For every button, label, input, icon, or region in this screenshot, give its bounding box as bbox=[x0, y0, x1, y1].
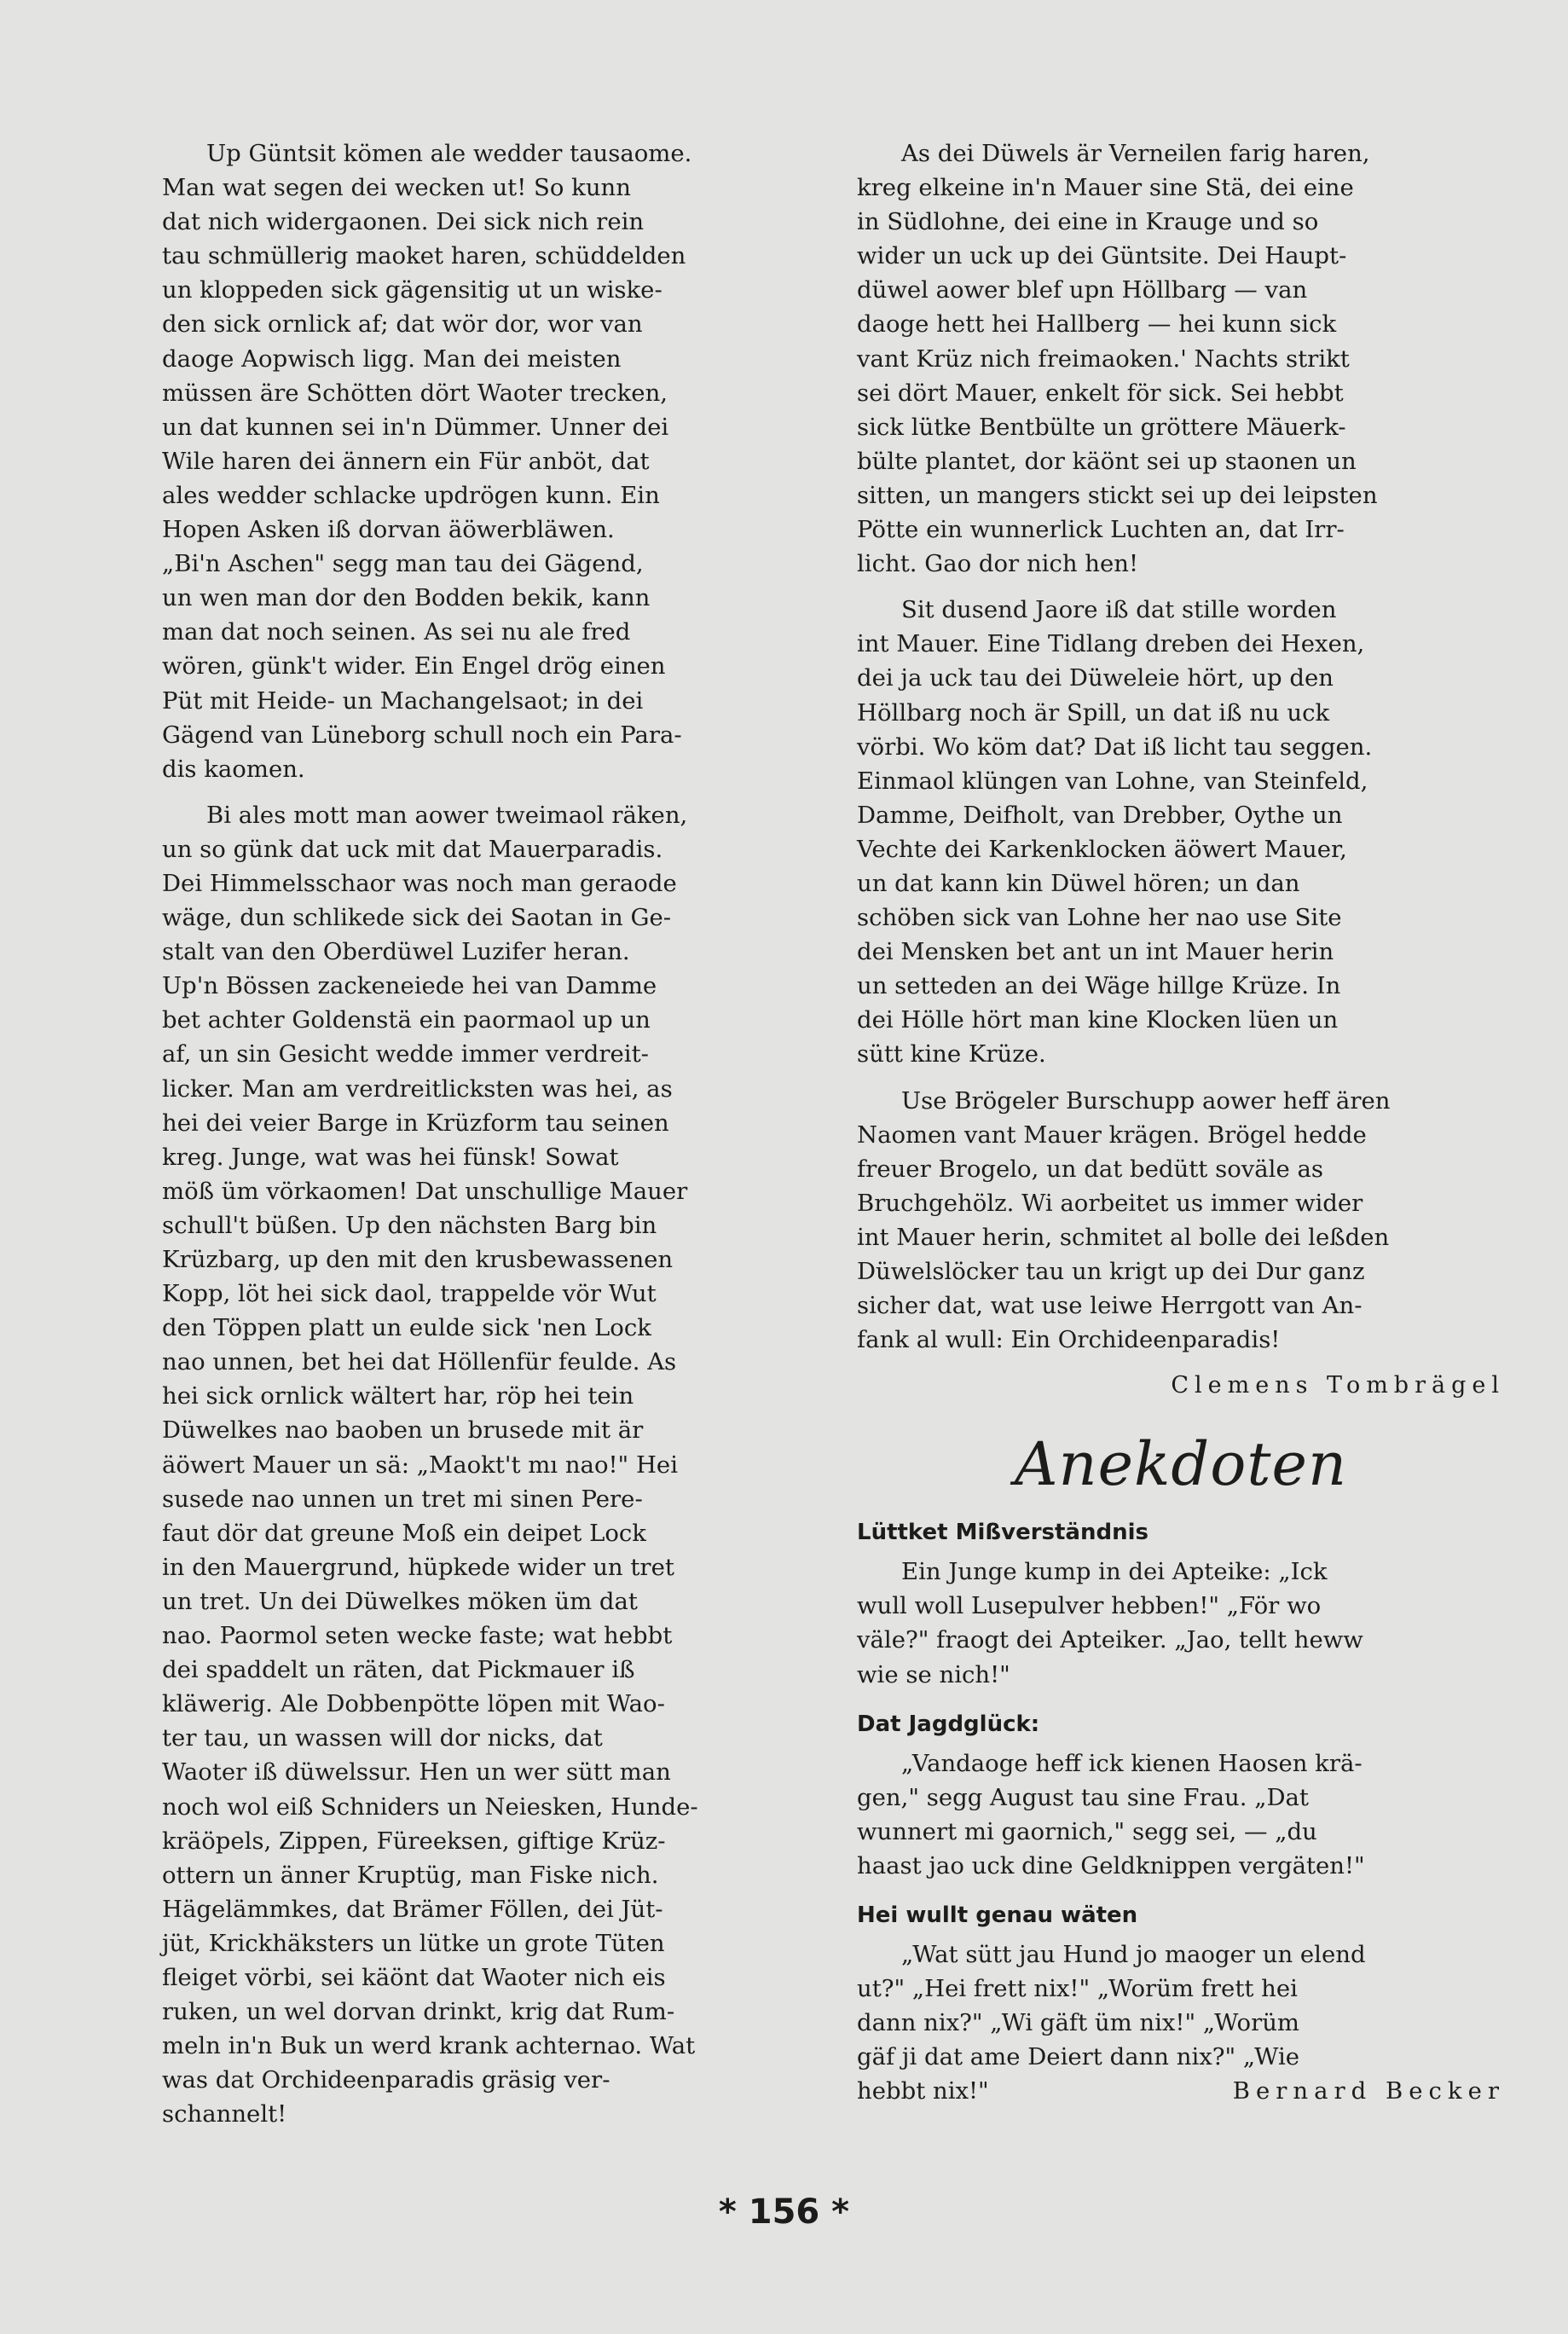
text-line: stalt van den Oberdüwel Luzifer heran. bbox=[162, 938, 630, 966]
text-line: wie se nich!" bbox=[857, 1660, 1010, 1688]
text-line: „Wat sütt jau Hund jo maoger un elend bbox=[901, 1941, 1366, 1969]
text-line: schöben sick van Lohne her nao use Site bbox=[857, 904, 1342, 932]
text-line: den Töppen platt un eulde sick 'nen Lock bbox=[162, 1314, 651, 1342]
anecdote-closing-line bbox=[857, 2074, 1505, 2108]
text-line: dei ja uck tau dei Düweleie hört, up den bbox=[857, 664, 1334, 692]
text-line: un wen man dor den Bodden bekik, kann bbox=[162, 584, 651, 612]
text-line: äöwert Mauer un sä: „Maokt't mı nao!" Hei bbox=[162, 1451, 678, 1479]
anecdote-title: Dat Jagdglück: bbox=[857, 1711, 1040, 1737]
anecdote-title: Hei wullt genau wäten bbox=[857, 1903, 1138, 1929]
text-line: Einmaol klüngen van Lohne, van Steinfeld, bbox=[857, 767, 1368, 795]
text-line: int Mauer herin, schmitet al bolle dei leßden bbox=[857, 1223, 1390, 1251]
text-line: un kloppeden sick gägensitig ut un wiske- bbox=[162, 276, 662, 304]
paragraph bbox=[162, 136, 810, 786]
text-line: ter tau, un wassen will dor nicks, dat bbox=[162, 1724, 603, 1752]
text-line: Dei Himmelsschaor was noch man geraode bbox=[162, 869, 677, 897]
text-line: dann nix?" „Wi gäft üm nix!" „Worüm bbox=[857, 2009, 1300, 2037]
text-line: wull woll Lusepulver hebben!" „För wo bbox=[857, 1592, 1322, 1620]
text-line: licht. Gao dor nich hen! bbox=[857, 550, 1139, 578]
text-line: Man wat segen dei wecken ut! So kunn bbox=[162, 174, 631, 202]
text-line: düwel aower blef upn Höllbarg — van bbox=[857, 276, 1308, 304]
anecdote-last-line: hebbt nix!" bbox=[857, 2077, 989, 2105]
text-line: dei spaddelt un räten, dat Pickmauer iß bbox=[162, 1656, 635, 1684]
text-line: Up Güntsit kömen ale wedder tausaome. bbox=[206, 140, 692, 167]
text-line: nao unnen, bet hei dat Höllenfür feulde. As bbox=[162, 1348, 677, 1376]
right-column bbox=[857, 136, 1505, 2109]
article-author: Clemens Tombrägel bbox=[1171, 1372, 1505, 1399]
text-line: ales wedder schlacke updrögen kunn. Ein bbox=[162, 481, 660, 509]
anecdote-author: Bernard Becker bbox=[1232, 2077, 1505, 2105]
text-line: ruken, un wel dorvan drinkt, krig dat Rum- bbox=[162, 1998, 675, 2026]
text-line: daoge hett hei Hallberg — hei kunn sick bbox=[857, 310, 1337, 339]
text-line: Waoter iß düwelssur. Hen un wer sütt man bbox=[162, 1758, 671, 1787]
text-line: vant Krüz nich freimaoken.' Nachts strikt bbox=[857, 345, 1350, 373]
text-line: sütt kine Krüze. bbox=[857, 1040, 1046, 1069]
text-line: Hopen Asken iß dorvan äöwerbläwen. bbox=[162, 516, 615, 544]
text-line: un dat kann kin Düwel hören; un dan bbox=[857, 869, 1300, 897]
text-line: Pötte ein wunnerlick Luchten an, dat Irr- bbox=[857, 516, 1345, 544]
text-line: Höllbarg noch är Spill, un dat iß nu uck bbox=[857, 698, 1330, 727]
text-line: freuer Brogelo, un dat bedütt soväle as bbox=[857, 1155, 1324, 1183]
text-line: fank al wull: Ein Orchideenparadis! bbox=[857, 1326, 1281, 1354]
text-line: hei dei veier Barge in Krüzform tau seinen bbox=[162, 1109, 669, 1137]
section-title: Anekdoten bbox=[1014, 1429, 1348, 1500]
text-line: un dat kunnen sei in'n Dümmer. Unner dei bbox=[162, 413, 669, 441]
text-line: was dat Orchideenparadis gräsig ver- bbox=[162, 2066, 610, 2094]
text-line: bet achter Goldenstä ein paormaol up un bbox=[162, 1006, 651, 1034]
text-line: kreg elkeine in'n Mauer sine Stä, dei eine bbox=[857, 174, 1354, 202]
text-line: sick lütke Bentbülte un gröttere Mäuerk- bbox=[857, 413, 1346, 441]
text-line: Wile haren dei ännern ein Für anböt, dat bbox=[162, 447, 650, 475]
text-line: meln in'n Buk un werd krank achternao. Wat bbox=[162, 2032, 696, 2060]
text-line: gen," segg August tau sine Frau. „Dat bbox=[857, 1783, 1309, 1811]
text-line: Damme, Deifholt, van Drebber, Oythe un bbox=[857, 801, 1343, 829]
text-line: Hägelämmkes, dat Brämer Föllen, dei Jüt- bbox=[162, 1895, 663, 1923]
text-line: As dei Düwels är Verneilen farig haren, bbox=[901, 140, 1370, 167]
text-line: in Südlohne, dei eine in Krauge und so bbox=[857, 208, 1319, 236]
text-line: faut dör dat greune Moß ein deipet Lock bbox=[162, 1519, 646, 1547]
text-line: licker. Man am verdreitlicksten was hei, as bbox=[162, 1074, 673, 1103]
text-line: Bi ales mott man aower tweimaol räken, bbox=[206, 801, 688, 829]
text-line: Use Brögeler Burschupp aower heff ären bbox=[901, 1086, 1391, 1115]
text-line: Püt mit Heide- un Machangelsaot; in dei bbox=[162, 686, 644, 715]
anecdote-title: Lüttket Mißverständnis bbox=[857, 1520, 1149, 1546]
left-column bbox=[162, 136, 810, 2131]
text-line: väle?" fraogt dei Apteiker. „Jao, tellt heww bbox=[857, 1626, 1363, 1654]
paragraph bbox=[857, 1084, 1505, 1358]
text-line: kläwerig. Ale Dobbenpötte löpen mit Wao- bbox=[162, 1690, 665, 1718]
text-line: Ein Junge kump in dei Apteike: „Ick bbox=[901, 1558, 1328, 1586]
text-line: den sick ornlick af; dat wör dor, wor van bbox=[162, 310, 643, 339]
text-line: müssen äre Schötten dört Waoter trecken, bbox=[162, 379, 668, 407]
text-line: un setteden an dei Wäge hillge Krüze. In bbox=[857, 972, 1341, 1000]
text-line: gäf ji dat ame Deiert dann nix?" „Wie bbox=[857, 2043, 1300, 2071]
text-line: susede nao unnen un tret mi sinen Pere- bbox=[162, 1485, 643, 1513]
text-line: Düwelkes nao baoben un brusede mit är bbox=[162, 1416, 644, 1445]
text-line: sicher dat, wat use leiwe Herrgott van An- bbox=[857, 1292, 1363, 1320]
anecdote-text bbox=[857, 1937, 1505, 2074]
text-line: möß üm vörkaomen! Dat unschullige Mauer bbox=[162, 1177, 688, 1205]
text-line: kreg. Junge, wat was hei fünsk! Sowat bbox=[162, 1143, 619, 1171]
text-line: fleiget vörbi, sei käönt dat Waoter nich eis bbox=[162, 1963, 666, 1991]
page-number: * 156 * bbox=[718, 2192, 850, 2232]
text-line: Vechte dei Karkenklocken äöwert Mauer, bbox=[857, 835, 1347, 863]
text-line: Krüzbarg, up den mit den krusbewassenen bbox=[162, 1246, 674, 1273]
text-line: af, un sin Gesicht wedde immer verdreit- bbox=[162, 1040, 649, 1069]
text-line: Up'n Bössen zackeneiede hei van Damme bbox=[162, 972, 657, 1000]
text-line: daoge Aopwisch ligg. Man dei meisten bbox=[162, 345, 622, 373]
text-line: wäge, dun schlikede sick dei Saotan in Ge- bbox=[162, 904, 672, 932]
text-line: Bruchgehölz. Wi aorbeitet us immer wider bbox=[857, 1189, 1363, 1217]
text-line: „Vandaoge heff ick kienen Haosen krä- bbox=[901, 1749, 1363, 1777]
paragraph bbox=[162, 798, 810, 2132]
text-line: Gägend van Lüneborg schull noch ein Para- bbox=[162, 721, 682, 749]
anecdote-text bbox=[857, 1555, 1505, 1691]
text-line: haast jao uck dine Geldknippen vergäten!" bbox=[857, 1851, 1365, 1879]
text-line: man dat noch seinen. As sei nu ale fred bbox=[162, 618, 631, 646]
text-line: dei Hölle hört man kine Klocken lüen un bbox=[857, 1006, 1339, 1034]
text-line: Düwelslöcker tau un krigt up dei Dur ganz bbox=[857, 1258, 1365, 1285]
text-line: Kopp, löt hei sick daol, trappelde vör Wut bbox=[162, 1280, 657, 1308]
text-line: Sit dusend Jaore iß dat stille worden bbox=[901, 596, 1337, 624]
text-line: dis kaomen. bbox=[162, 755, 305, 783]
text-line: schull't büßen. Up den nächsten Barg bin bbox=[162, 1211, 657, 1239]
text-line: un so günk dat uck mit dat Mauerparadis. bbox=[162, 835, 663, 863]
text-line: hei sick ornlick wältert har, röp hei tein bbox=[162, 1382, 634, 1410]
paragraph bbox=[857, 593, 1505, 1071]
text-line: dei Mensken bet ant un int Mauer herin bbox=[857, 938, 1334, 966]
text-line: nao. Paormol seten wecke faste; wat hebbt bbox=[162, 1622, 673, 1650]
text-line: jüt, Krickhäksters un lütke un grote Tüten bbox=[162, 1929, 665, 1957]
text-line: „Bi'n Aschen" segg man tau dei Gägend, bbox=[162, 550, 644, 578]
text-line: un tret. Un dei Düwelkes möken üm dat bbox=[162, 1587, 638, 1615]
text-line: Naomen vant Mauer krägen. Brögel hedde bbox=[857, 1121, 1367, 1149]
paragraph bbox=[857, 136, 1505, 581]
text-line: ottern un änner Kruptüg, man Fiske nich. bbox=[162, 1861, 659, 1889]
text-line: schannelt! bbox=[162, 2100, 287, 2128]
text-line: int Mauer. Eine Tidlang dreben dei Hexen, bbox=[857, 630, 1365, 658]
text-line: noch wol eiß Schniders un Neiesken, Hunde- bbox=[162, 1792, 698, 1821]
text-line: in den Mauergrund, hüpkede wider un tret bbox=[162, 1553, 674, 1581]
text-line: wider un uck up dei Güntsite. Dei Haupt- bbox=[857, 242, 1347, 270]
text-line: vörbi. Wo köm dat? Dat iß licht tau seggen. bbox=[857, 733, 1373, 761]
text-line: ut?" „Hei frett nix!" „Worüm frett hei bbox=[857, 1975, 1298, 2003]
text-line: sei dört Mauer, enkelt för sick. Sei hebbt bbox=[857, 379, 1344, 407]
text-line: kräöpels, Zippen, Füreeksen, giftige Krüz- bbox=[162, 1827, 666, 1855]
anecdote-text bbox=[857, 1746, 1505, 1883]
text-line: tau schmüllerig maoket haren, schüddelden bbox=[162, 242, 686, 270]
text-line: wören, günk't wider. Ein Engel drög einen bbox=[162, 652, 666, 681]
text-line: dat nich widergaonen. Dei sick nich rein bbox=[162, 208, 645, 236]
text-line: bülte plantet, dor käönt sei up staonen un bbox=[857, 447, 1357, 475]
text-line: sitten, un mangers stickt sei up dei leipsten bbox=[857, 481, 1378, 509]
text-line: wunnert mi gaornich," segg sei, — „du bbox=[857, 1817, 1317, 1845]
